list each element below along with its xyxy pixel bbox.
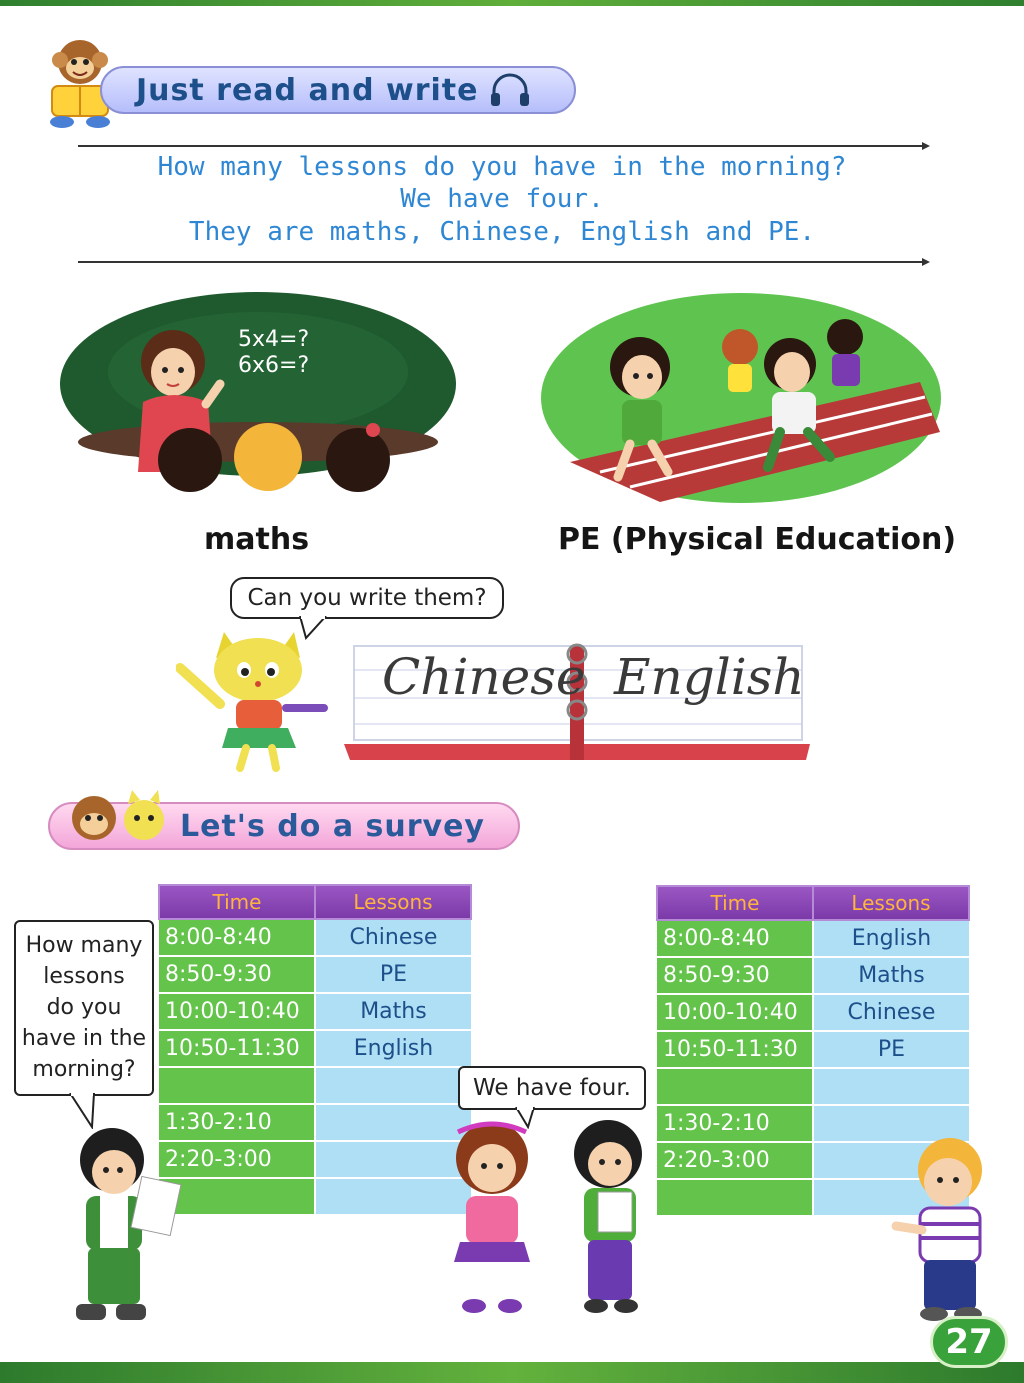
time-cell: 8:00-8:40 (657, 920, 813, 957)
caption-pe: PE (Physical Education) (558, 522, 957, 557)
question-line: do you (46, 995, 122, 1020)
time-cell: 8:50-9:30 (657, 957, 813, 994)
table-row (657, 1031, 969, 1068)
dialog-line-list: They are maths, Chinese, English and PE. (188, 217, 816, 247)
time-cell: 2:20-3:00 (657, 1142, 813, 1179)
boy-with-paper-illustration (60, 1124, 184, 1330)
monkey-and-cat-mascot-icon (62, 784, 172, 854)
divider-bottom (78, 261, 926, 263)
divider-top (78, 145, 926, 147)
lesson-cell: Maths (315, 993, 471, 1030)
speech-bubble-question (14, 920, 154, 1096)
copybook-word-english: English (614, 648, 805, 706)
header-time: Time (657, 886, 813, 920)
question-line: have in the (21, 1026, 147, 1051)
copybook-word-chinese: Chinese (382, 648, 586, 706)
headphones-icon[interactable] (488, 73, 532, 107)
header-time: Time (159, 885, 315, 919)
table-row (159, 1104, 471, 1141)
table-row (159, 1067, 471, 1104)
question-line: morning? (32, 1057, 136, 1082)
table-row (657, 920, 969, 957)
page-number-badge: 27 (930, 1316, 1008, 1368)
maths-class-illustration (58, 292, 458, 502)
table-row (159, 1030, 471, 1067)
time-cell: 10:00-10:40 (657, 994, 813, 1031)
table-row (657, 957, 969, 994)
speech-bubble-cat-text: Can you write them? (247, 585, 487, 611)
lesson-cell (813, 1068, 969, 1105)
lesson-cell: PE (813, 1031, 969, 1068)
question-line: How many (25, 933, 143, 958)
bottom-border (0, 1362, 1024, 1383)
pe-running-illustration (540, 292, 942, 504)
table-row (159, 919, 471, 956)
top-border (0, 0, 1024, 6)
lesson-cell: English (315, 1030, 471, 1067)
time-cell: 1:30-2:10 (159, 1104, 315, 1141)
time-cell: 2:20-3:00 (159, 1141, 315, 1178)
time-cell: 1:30-2:10 (657, 1105, 813, 1142)
lesson-cell: Chinese (813, 994, 969, 1031)
time-cell: 10:00-10:40 (159, 993, 315, 1030)
table-row (159, 956, 471, 993)
lesson-cell: PE (315, 956, 471, 993)
table-row (159, 1141, 471, 1178)
time-cell: 8:50-9:30 (159, 956, 315, 993)
header-lessons: Lessons (813, 886, 969, 920)
lesson-cell: Maths (813, 957, 969, 994)
caption-maths: maths (204, 522, 310, 557)
dialog-line-answer: We have four. (400, 184, 604, 214)
time-cell (159, 1067, 315, 1104)
time-cell (657, 1179, 813, 1216)
section-banner-read-write (100, 66, 576, 114)
chalkboard-equation-1: 5x4=? (238, 327, 310, 352)
cat-mascot-icon (176, 628, 328, 774)
question-line: lessons (43, 964, 125, 989)
time-cell (657, 1068, 813, 1105)
speech-bubble-answer (458, 1066, 646, 1110)
table-row (159, 1178, 471, 1215)
table-row (159, 993, 471, 1030)
time-cell: 8:00-8:40 (159, 919, 315, 956)
lesson-cell: English (813, 920, 969, 957)
chalkboard-equation-2: 6x6=? (238, 353, 310, 378)
table-row (657, 1068, 969, 1105)
dialog-line-question: How many lessons do you have in the morning? (157, 152, 847, 182)
lesson-cell (315, 1067, 471, 1104)
time-cell: 10:50-11:30 (657, 1031, 813, 1068)
blond-boy-illustration (890, 1134, 1010, 1324)
speech-bubble-cat (230, 577, 504, 619)
time-cell: 10:50-11:30 (159, 1030, 315, 1067)
speech-bubble-answer-text: We have four. (472, 1075, 631, 1101)
header-lessons: Lessons (315, 885, 471, 919)
two-girls-illustration (430, 1110, 670, 1322)
timetable-left (158, 884, 472, 1216)
section-title: Just read and write (136, 72, 479, 108)
section-title: Let's do a survey (180, 808, 485, 844)
table-row (657, 994, 969, 1031)
lesson-cell: Chinese (315, 919, 471, 956)
